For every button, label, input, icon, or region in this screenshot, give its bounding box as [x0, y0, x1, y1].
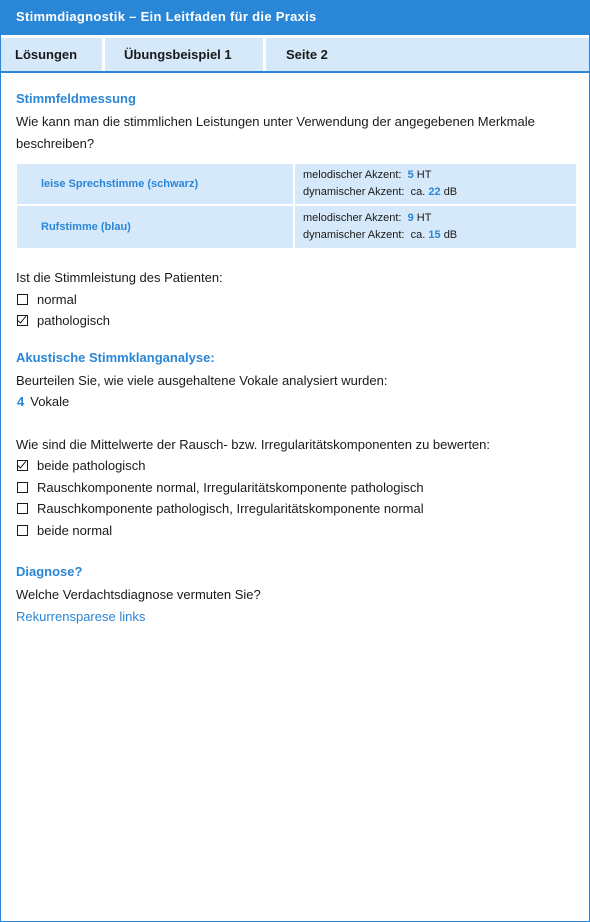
checkbox-option[interactable]: [16, 455, 575, 477]
checkbox-checked-icon[interactable]: [17, 315, 28, 326]
option-label: beide normal: [37, 522, 113, 538]
question-text: Wie kann man die stimmlichen Leistungen unter Verwendung der angegebenen Merkmale beschreiben?: [16, 114, 535, 151]
row-label: Rufstimme (blau): [17, 206, 295, 248]
main-content: [16, 91, 575, 627]
tab-uebungsbeispiel[interactable]: Übungsbeispiel 1: [105, 38, 263, 71]
measurement-table: [17, 164, 576, 248]
dynamic-unit: dB: [443, 186, 458, 198]
dynamic-prefix: ca.: [410, 229, 426, 241]
melodic-unit: HT: [416, 169, 432, 181]
melodic-line: [303, 167, 576, 184]
row-values: [295, 164, 576, 206]
dynamic-label: dynamischer Akzent:: [303, 229, 405, 241]
option-label: Rauschkomponente normal, Irregularitätskomponente pathologisch: [37, 479, 424, 495]
status-question: Ist die Stimmleistung des Patienten:: [16, 270, 223, 285]
section-heading-stimmklang: Akustische Stimmklanganalyse:: [16, 349, 215, 365]
table-row: [17, 206, 576, 248]
dynamic-line: [303, 184, 576, 201]
window-title: Stimmdiagnostik – Ein Leitfaden für die Praxis: [1, 1, 589, 35]
question-text: Beurteilen Sie, wie viele ausgehaltene Vokale analysiert wurden:: [16, 372, 388, 388]
question-text: Welche Verdachtsdiagnose vermuten Sie?: [16, 587, 261, 602]
dynamic-prefix: ca.: [410, 186, 426, 198]
checkbox-option[interactable]: [16, 498, 575, 520]
dynamic-unit: dB: [443, 229, 458, 241]
checkbox-option[interactable]: [16, 310, 575, 332]
melodic-value: 5: [407, 169, 414, 181]
option-label: normal: [37, 291, 77, 307]
vowel-count: 4: [17, 394, 25, 409]
vowel-label: Vokale: [30, 394, 70, 409]
option-label: beide pathologisch: [37, 458, 146, 474]
checkbox-icon[interactable]: [17, 482, 28, 493]
checkbox-option[interactable]: [16, 520, 575, 542]
tab-bar: [1, 38, 589, 73]
question-text: Wie sind die Mittelwerte der Rausch- bzw. Irregularitätskomponenten zu bewerten:: [16, 436, 490, 452]
checkbox-icon[interactable]: [17, 525, 28, 536]
tab-loesungen[interactable]: Lösungen: [1, 38, 102, 71]
checkbox-icon[interactable]: [17, 294, 28, 305]
checkbox-icon[interactable]: [17, 503, 28, 514]
dynamic-label: dynamischer Akzent:: [303, 186, 405, 198]
dynamic-value: 22: [428, 186, 441, 198]
section-heading-diagnose: Diagnose?: [16, 564, 83, 579]
melodic-line: [303, 210, 576, 227]
melodic-unit: HT: [416, 212, 432, 224]
row-values: [295, 206, 576, 248]
checkbox-option[interactable]: [16, 477, 575, 499]
checkbox-option[interactable]: [16, 289, 575, 311]
diagnosis-answer: Rekurrensparese links: [16, 608, 146, 624]
dynamic-line: [303, 227, 576, 244]
tab-seite[interactable]: Seite 2: [266, 38, 589, 71]
dynamic-value: 15: [428, 229, 441, 241]
melodic-label: melodischer Akzent:: [303, 212, 402, 224]
vowel-answer: [16, 391, 575, 413]
row-label: leise Sprechstimme (schwarz): [17, 164, 295, 206]
section-heading-stimmfeldmessung: Stimmfeldmessung: [16, 91, 136, 106]
checkbox-checked-icon[interactable]: [17, 460, 28, 471]
option-label: pathologisch: [37, 313, 110, 329]
melodic-label: melodischer Akzent:: [303, 169, 402, 181]
table-row: [17, 164, 576, 206]
option-label: Rauschkomponente pathologisch, Irregularitätskomponente normal: [37, 501, 424, 517]
melodic-value: 9: [407, 212, 414, 224]
